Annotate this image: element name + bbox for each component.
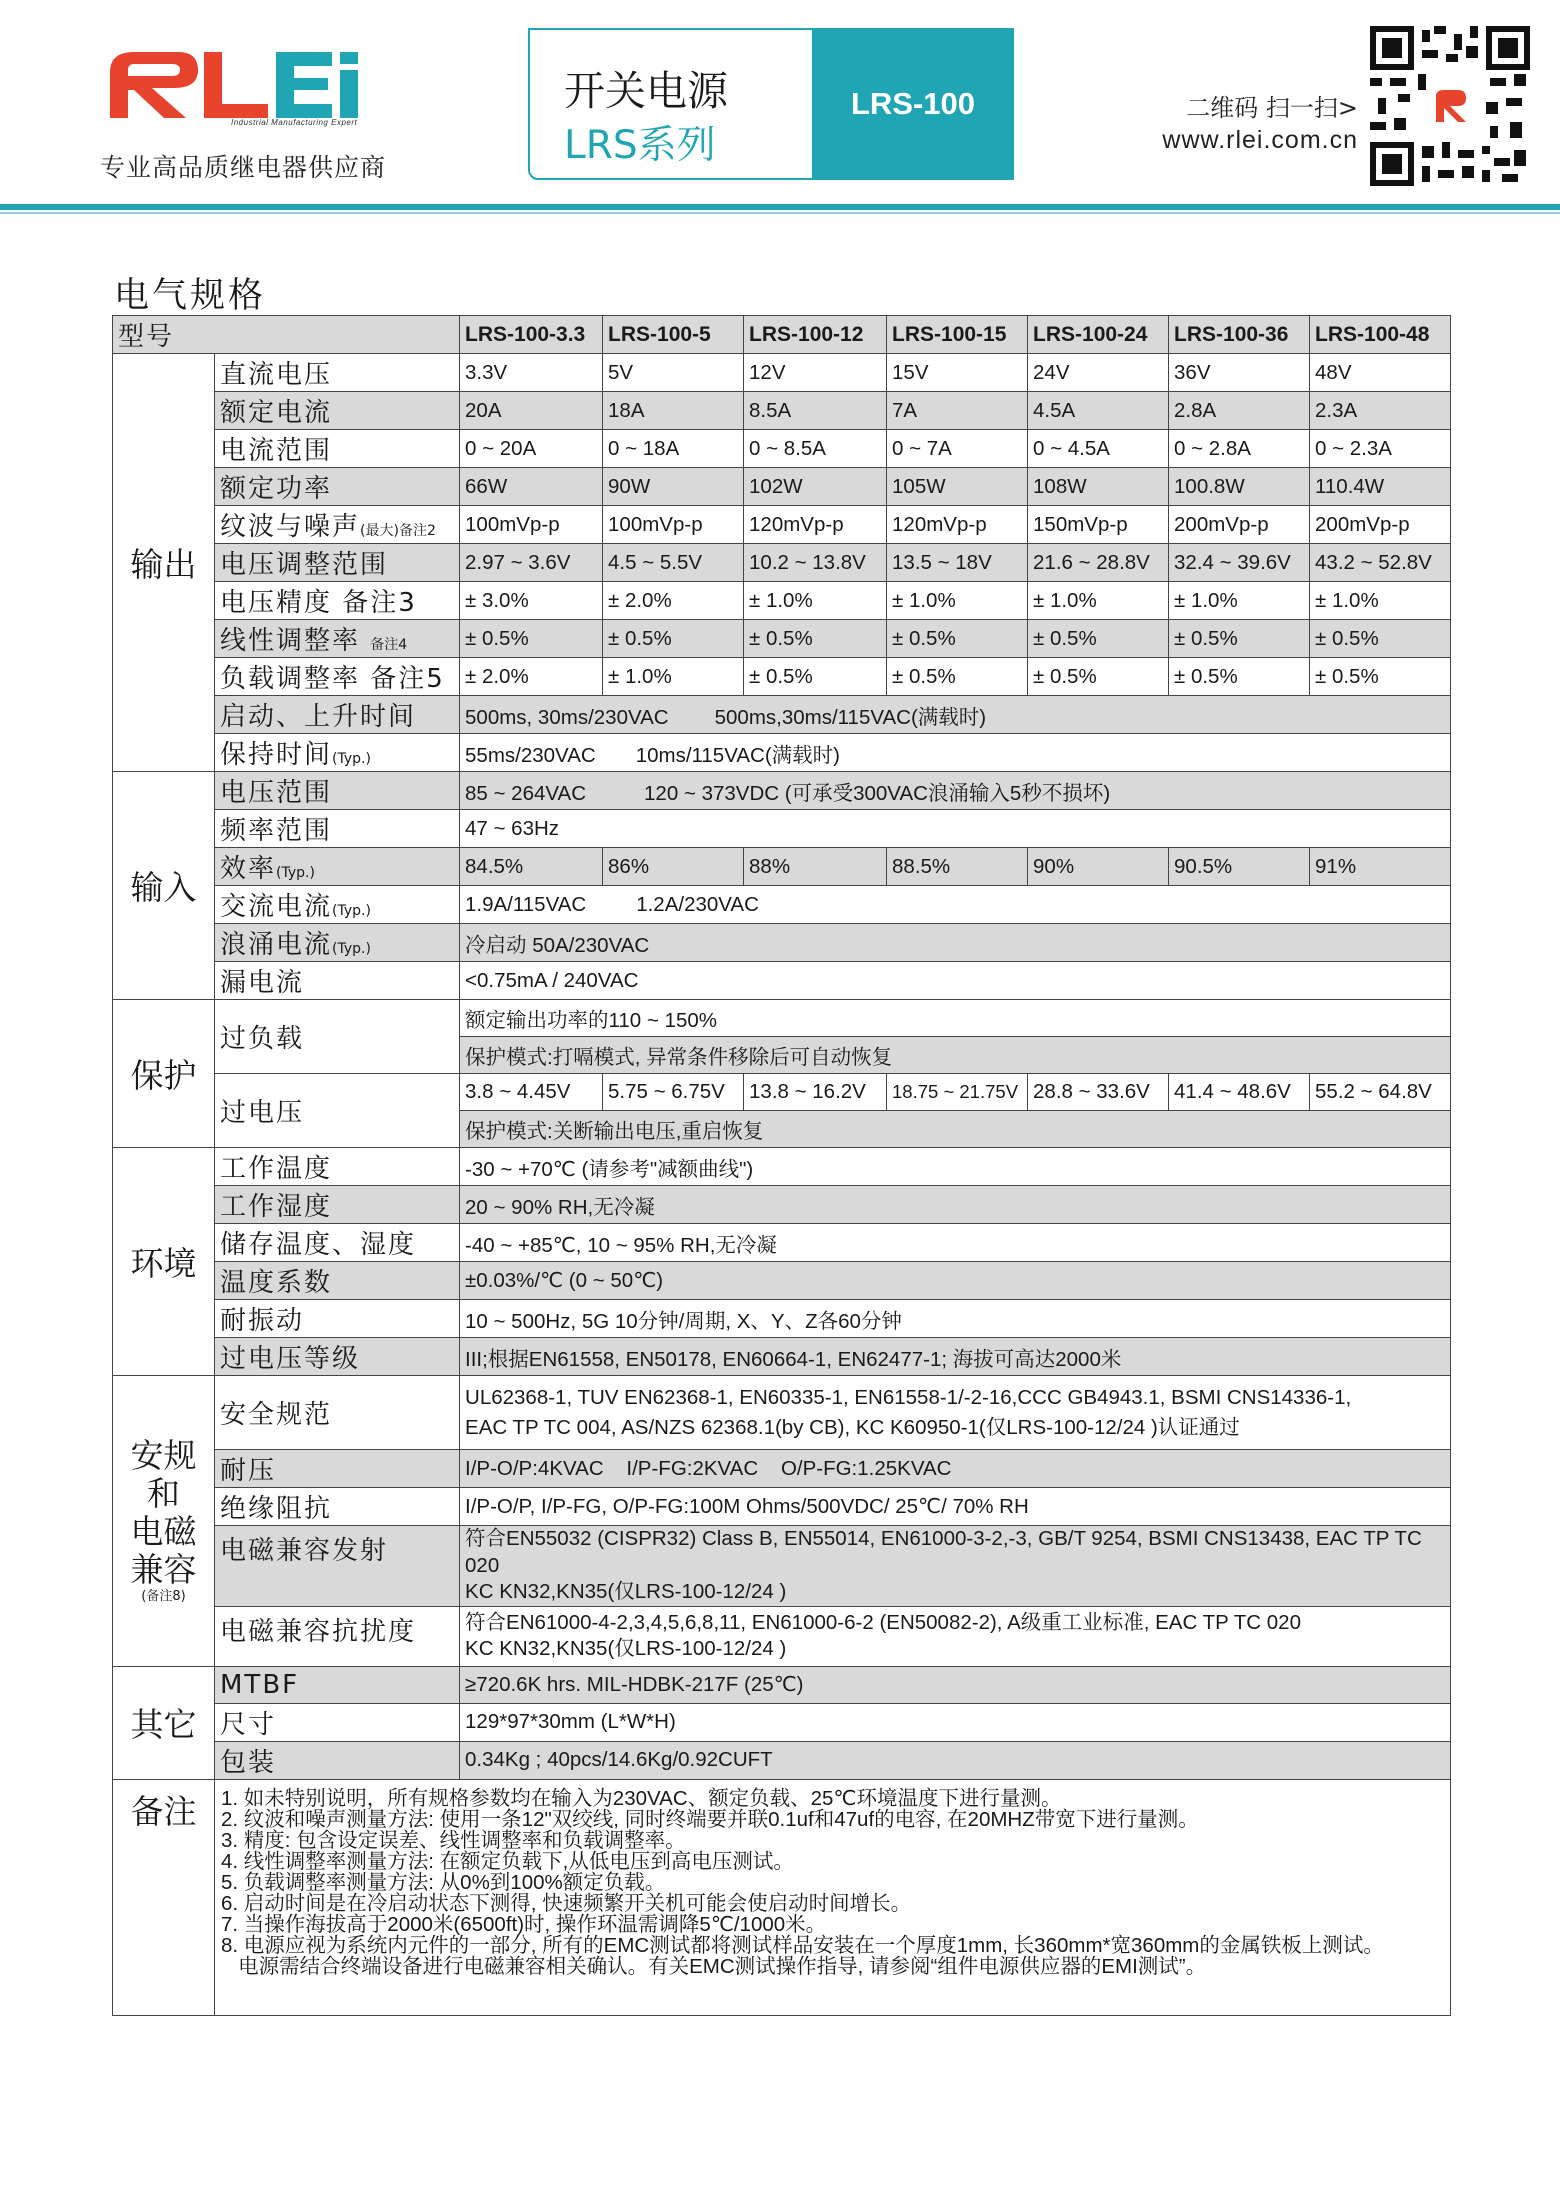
voltage-b: 120 ~ 373VDC (可承受300VAC浪涌输入5秒不损坏) (644, 781, 1111, 805)
website-link[interactable]: www.rlei.com.cn (1162, 126, 1358, 154)
output-row (113, 658, 1451, 696)
row-label (215, 620, 460, 658)
note-line: 电源需结合终端设备进行电磁兼容相关确认。有关EMC测试操作指导, 请参阅“组件电源供应器的EMI测试”。 (221, 1954, 1207, 1978)
group-other: 其它 (113, 1666, 215, 1779)
output-row (113, 734, 1451, 772)
cell: 0 ~ 2.3A (1310, 430, 1451, 468)
input-row (113, 886, 1451, 924)
cell: 90.5% (1169, 848, 1310, 886)
model-header: LRS-100-36 (1169, 316, 1310, 354)
row-label: 安全规范 (215, 1376, 460, 1450)
cell (460, 1606, 1451, 1666)
input-row (113, 924, 1451, 962)
cell: ± 1.0% (887, 582, 1028, 620)
model-header: LRS-100-12 (744, 316, 887, 354)
cell: I/P-O/P:4KVAC I/P-FG:2KVAC O/P-FG:1.25KVAC (460, 1450, 1451, 1488)
cell: -40 ~ +85℃, 10 ~ 95% RH,无冷凝 (460, 1224, 1451, 1262)
setup-b: 500ms,30ms/115VAC(满载时) (714, 705, 987, 729)
cell: 105W (887, 468, 1028, 506)
cell: ± 0.5% (744, 620, 887, 658)
row-label-text: 线性调整率 (220, 626, 361, 656)
row-label: 尺寸 (215, 1703, 460, 1741)
cell: 88.5% (887, 848, 1028, 886)
cell: I/P-O/P, I/P-FG, O/P-FG:100M Ohms/500VDC/ 25℃/ 70% RH (460, 1488, 1451, 1526)
cell: 84.5% (460, 848, 603, 886)
output-row (113, 430, 1451, 468)
cell: 2.3A (1310, 392, 1451, 430)
notes-row (113, 1779, 1451, 2015)
cell: 100mVp-p (603, 506, 744, 544)
cell: 2.97 ~ 3.6V (460, 544, 603, 582)
note-line: 7. 当操作海拔高于2000米(6500ft)时, 操作环温需调降5℃/1000米。 (221, 1912, 827, 1936)
row-label: 额定电流 (215, 392, 460, 430)
cell: 0 ~ 4.5A (1028, 430, 1169, 468)
text-line: 符合EN55032 (CISPR32) Class B, EN55014, EN61000-3-2,-3, GB/T 9254, BSMI CNS13438, EAC TP TC 020 (465, 1527, 1422, 1577)
cell (460, 1376, 1451, 1450)
cell: 2.8A (1169, 392, 1310, 430)
qr-label: 二维码 扫一扫> (1186, 94, 1358, 122)
model-label: 型号 (113, 316, 460, 354)
environment-row (113, 1300, 1451, 1338)
row-label: 频率范围 (215, 810, 460, 848)
cell (460, 1526, 1451, 1607)
environment-row (113, 1186, 1451, 1224)
group-line: 和 (147, 1474, 180, 1514)
brand-logo (100, 48, 430, 182)
header-divider (0, 204, 1560, 210)
text-line: KC KN32,KN35(仅LRS-100-12/24 ) (465, 1580, 787, 1604)
cell: 冷启动 50A/230VAC (460, 924, 1451, 962)
output-row (113, 506, 1451, 544)
safety-row (113, 1606, 1451, 1666)
group-protection: 保护 (113, 1000, 215, 1148)
note-line: 3. 精度: 包含设定误差、线性调整率和负载调整率。 (221, 1828, 686, 1852)
group-notes: 备注 (113, 1779, 215, 2015)
cell: 100.8W (1169, 468, 1310, 506)
cell (460, 886, 1451, 924)
row-label-note: 备注4 (370, 637, 408, 653)
cell: ± 0.5% (1310, 658, 1451, 696)
cell: 0 ~ 2.8A (1169, 430, 1310, 468)
row-label: 耐压 (215, 1450, 460, 1488)
cell: 32.4 ~ 39.6V (1169, 544, 1310, 582)
protection-row (113, 1000, 1451, 1037)
cell: 43.2 ~ 52.8V (1310, 544, 1451, 582)
protection-row (113, 1074, 1451, 1111)
row-label (215, 886, 460, 924)
cell: 10.2 ~ 13.8V (744, 544, 887, 582)
cell: 0.34Kg ; 40pcs/14.6Kg/0.92CUFT (460, 1741, 1451, 1779)
note-line: 5. 负载调整率测量方法: 从0%到100%额定负载。 (221, 1870, 666, 1894)
note-line: 6. 启动时间是在冷启动状态下测得, 快速频繁开关机可能会使启动时间增长。 (221, 1891, 912, 1915)
cell (460, 772, 1451, 810)
cell: ± 1.0% (603, 658, 744, 696)
row-label: 启动、上升时间 (215, 696, 460, 734)
row-label: 绝缘阻抗 (215, 1488, 460, 1526)
model-header: LRS-100-3.3 (460, 316, 603, 354)
note-line: 8. 电源应视为系统内元件的一部分, 所有的EMC测试都将测试样品安装在一个厚度1mm, 长360mm*宽360mm的金属铁板上测试。 (221, 1933, 1384, 1957)
cell: 200mVp-p (1310, 506, 1451, 544)
cell: ≥720.6K hrs. MIL-HDBK-217F (25℃) (460, 1666, 1451, 1703)
cell: ± 0.5% (1169, 620, 1310, 658)
cell: ± 0.5% (744, 658, 887, 696)
cell: 48V (1310, 354, 1451, 392)
row-label: 储存温度、湿度 (215, 1224, 460, 1262)
cell: 18A (603, 392, 744, 430)
cell: 20A (460, 392, 603, 430)
output-row (113, 544, 1451, 582)
cell: ± 0.5% (460, 620, 603, 658)
cell: 120mVp-p (744, 506, 887, 544)
cell: 20 ~ 90% RH,无冷凝 (460, 1186, 1451, 1224)
row-label: 耐振动 (215, 1300, 460, 1338)
logo-tagline: Industrial Manufacturing Expert (231, 118, 358, 127)
cell: 102W (744, 468, 887, 506)
cell: 120mVp-p (887, 506, 1028, 544)
cell: 47 ~ 63Hz (460, 810, 1451, 848)
note-line: 2. 纹波和噪声测量方法: 使用一条12"双绞线, 同时终端要并联0.1uf和47uf的电容, 在20MHZ带宽下进行量测。 (221, 1807, 1199, 1831)
cell: 18.75 ~ 21.75V (887, 1074, 1028, 1111)
cell: 5V (603, 354, 744, 392)
group-output: 输出 (113, 354, 215, 772)
cell: 24V (1028, 354, 1169, 392)
cell: ± 0.5% (887, 620, 1028, 658)
row-label: 温度系数 (215, 1262, 460, 1300)
output-row (113, 582, 1451, 620)
row-label (215, 848, 460, 886)
cell: -30 ~ +70℃ (请参考"减额曲线") (460, 1148, 1451, 1186)
cell: 21.6 ~ 28.8V (1028, 544, 1169, 582)
hold-b: 10ms/115VAC(满载时) (635, 743, 840, 767)
section-title: 电气规格 (114, 276, 267, 316)
group-line: 电磁 (130, 1512, 197, 1552)
cell: 4.5A (1028, 392, 1169, 430)
product-series: LRS系列 (564, 123, 716, 168)
cell: ±0.03%/℃ (0 ~ 50℃) (460, 1262, 1451, 1300)
cell: 4.5 ~ 5.5V (603, 544, 744, 582)
voltage-a: 85 ~ 264VAC (465, 781, 587, 805)
row-label: 电压范围 (215, 772, 460, 810)
cell: 100mVp-p (460, 506, 603, 544)
output-row (113, 696, 1451, 734)
row-label: 过负载 (215, 1000, 460, 1074)
row-label: 工作温度 (215, 1148, 460, 1186)
hold-a: 55ms/230VAC (465, 743, 596, 767)
cell: 91% (1310, 848, 1451, 886)
cell: ± 0.5% (1169, 658, 1310, 696)
row-label-text: 保持时间 (220, 740, 333, 770)
cell: ± 2.0% (460, 658, 603, 696)
cell: ± 1.0% (1028, 582, 1169, 620)
row-label (215, 924, 460, 962)
cell: ± 2.0% (603, 582, 744, 620)
model-badge: LRS-100 (812, 28, 1014, 180)
group-safety-emc (113, 1376, 215, 1667)
cell: ± 0.5% (1028, 658, 1169, 696)
output-row (113, 620, 1451, 658)
row-label: 负载调整率 备注5 (215, 658, 460, 696)
cell: 90% (1028, 848, 1169, 886)
cell: ± 0.5% (1310, 620, 1451, 658)
cell: 12V (744, 354, 887, 392)
other-row (113, 1666, 1451, 1703)
cell: 5.75 ~ 6.75V (603, 1074, 744, 1111)
row-label: 包装 (215, 1741, 460, 1779)
group-environment: 环境 (113, 1148, 215, 1376)
safety-row (113, 1450, 1451, 1488)
text-line: 符合EN61000-4-2,3,4,5,6,8,11, EN61000-6-2 (EN50082-2), A级重工业标准, EAC TP TC 020 (465, 1610, 1301, 1634)
header-divider-thin (0, 212, 1560, 214)
cell: III;根据EN61558, EN50178, EN60664-1, EN62477-1; 海拔可高达2000米 (460, 1338, 1451, 1376)
row-label-note: (Typ.) (276, 865, 315, 881)
row-label (215, 734, 460, 772)
note-line: 1. 如未特别说明，所有规格参数均在输入为230VAC、额定负载、25℃环境温度下进行量测。 (221, 1786, 1062, 1810)
rlei-logo-icon (100, 48, 370, 120)
cell: ± 3.0% (460, 582, 603, 620)
cell: 129*97*30mm (L*W*H) (460, 1703, 1451, 1741)
other-row (113, 1741, 1451, 1779)
cell: 110.4W (1310, 468, 1451, 506)
environment-row (113, 1224, 1451, 1262)
cell: 13.5 ~ 18V (887, 544, 1028, 582)
cell: 13.8 ~ 16.2V (744, 1074, 887, 1111)
cell: 0 ~ 8.5A (744, 430, 887, 468)
input-row (113, 962, 1451, 1000)
cell: 150mVp-p (1028, 506, 1169, 544)
row-label-text: 纹波与噪声 (220, 512, 361, 542)
other-row (113, 1703, 1451, 1741)
cell: ± 0.5% (887, 658, 1028, 696)
cell: 41.4 ~ 48.6V (1169, 1074, 1310, 1111)
row-label: 电磁兼容发射 (215, 1526, 460, 1607)
cell: 90W (603, 468, 744, 506)
row-label-note: (最大)备注2 (360, 523, 436, 539)
cell: 0 ~ 18A (603, 430, 744, 468)
row-label: 电压精度 备注3 (215, 582, 460, 620)
cell: ± 1.0% (1169, 582, 1310, 620)
cell: 15V (887, 354, 1028, 392)
product-category: 开关电源 (564, 67, 728, 115)
row-label-note: (Typ.) (332, 903, 371, 919)
group-line: 安规 (130, 1436, 197, 1476)
output-row (113, 392, 1451, 430)
cell: 55.2 ~ 64.8V (1310, 1074, 1451, 1111)
cell: ± 1.0% (1310, 582, 1451, 620)
note-line: 4. 线性调整率测量方法: 在额定负载下,从低电压到高电压测试。 (221, 1849, 794, 1873)
cell: 28.8 ~ 33.6V (1028, 1074, 1169, 1111)
group-input: 输入 (113, 772, 215, 1000)
cell: 额定输出功率的110 ~ 150% (460, 1000, 1451, 1037)
row-label: 直流电压 (215, 354, 460, 392)
row-label: 电压调整范围 (215, 544, 460, 582)
row-label: 工作湿度 (215, 1186, 460, 1224)
input-row (113, 772, 1451, 810)
cell: 36V (1169, 354, 1310, 392)
cell: 0 ~ 20A (460, 430, 603, 468)
row-label: 过电压 (215, 1074, 460, 1148)
row-label-note: (Typ.) (332, 941, 371, 957)
environment-row (113, 1148, 1451, 1186)
environment-row (113, 1338, 1451, 1376)
safety-row (113, 1376, 1451, 1450)
cell: 66W (460, 468, 603, 506)
cell: 0 ~ 7A (887, 430, 1028, 468)
row-label: 电流范围 (215, 430, 460, 468)
cell (460, 734, 1451, 772)
spec-table (112, 315, 1451, 2016)
model-row (113, 316, 1451, 354)
input-row (113, 810, 1451, 848)
row-label-text: 交流电流 (220, 892, 333, 922)
output-row (113, 468, 1451, 506)
cell: 10 ~ 500Hz, 5G 10分钟/周期, X、Y、Z各60分钟 (460, 1300, 1451, 1338)
cell: 86% (603, 848, 744, 886)
cell: 保护模式:打嗝模式, 异常条件移除后可自动恢复 (460, 1037, 1451, 1074)
row-label: 电磁兼容抗扰度 (215, 1606, 460, 1666)
cell: 108W (1028, 468, 1169, 506)
environment-row (113, 1262, 1451, 1300)
ac-b: 1.2A/230VAC (636, 892, 759, 916)
cell: 88% (744, 848, 887, 886)
model-header: LRS-100-5 (603, 316, 744, 354)
cell: 3.8 ~ 4.45V (460, 1074, 603, 1111)
setup-a: 500ms, 30ms/230VAC (465, 705, 669, 729)
cell: 7A (887, 392, 1028, 430)
model-header: LRS-100-24 (1028, 316, 1169, 354)
text-line: KC KN32,KN35(仅LRS-100-12/24 ) (465, 1637, 787, 1661)
cell: 200mVp-p (1169, 506, 1310, 544)
cell (460, 696, 1451, 734)
row-label (215, 506, 460, 544)
cell: ± 1.0% (744, 582, 887, 620)
text-line: EAC TP TC 004, AS/NZS 62368.1(by CB), KC K60950-1(仅LRS-100-12/24 )认证通过 (465, 1415, 1240, 1439)
row-label: 过电压等级 (215, 1338, 460, 1376)
qr-code-icon[interactable] (1370, 26, 1530, 186)
model-header: LRS-100-48 (1310, 316, 1451, 354)
cell: ± 0.5% (603, 620, 744, 658)
model-header: LRS-100-15 (887, 316, 1028, 354)
row-label: 额定功率 (215, 468, 460, 506)
cell: <0.75mA / 240VAC (460, 962, 1451, 1000)
row-label-note: (Typ.) (332, 751, 371, 767)
notes-cell (215, 1779, 1451, 2015)
cell: ± 0.5% (1028, 620, 1169, 658)
group-note: (备注8) (141, 1589, 186, 1605)
row-label: MTBF (215, 1666, 460, 1703)
ac-a: 1.9A/115VAC (465, 892, 587, 916)
group-line: 兼容 (130, 1550, 197, 1590)
cell: 保护模式:关断输出电压,重启恢复 (460, 1111, 1451, 1148)
row-label-text: 浪涌电流 (220, 930, 333, 960)
safety-row (113, 1488, 1451, 1526)
product-title-box (528, 28, 1012, 180)
cell: 8.5A (744, 392, 887, 430)
output-row (113, 354, 1451, 392)
text-line: UL62368-1, TUV EN62368-1, EN60335-1, EN61558-1/-2-16,CCC GB4943.1, BSMI CNS14336-1, (465, 1385, 1352, 1409)
safety-row (113, 1526, 1451, 1607)
input-row (113, 848, 1451, 886)
row-label-text: 效率 (220, 854, 277, 884)
company-slogan: 专业高品质继电器供应商 (100, 154, 387, 182)
cell: 3.3V (460, 354, 603, 392)
row-label: 漏电流 (215, 962, 460, 1000)
